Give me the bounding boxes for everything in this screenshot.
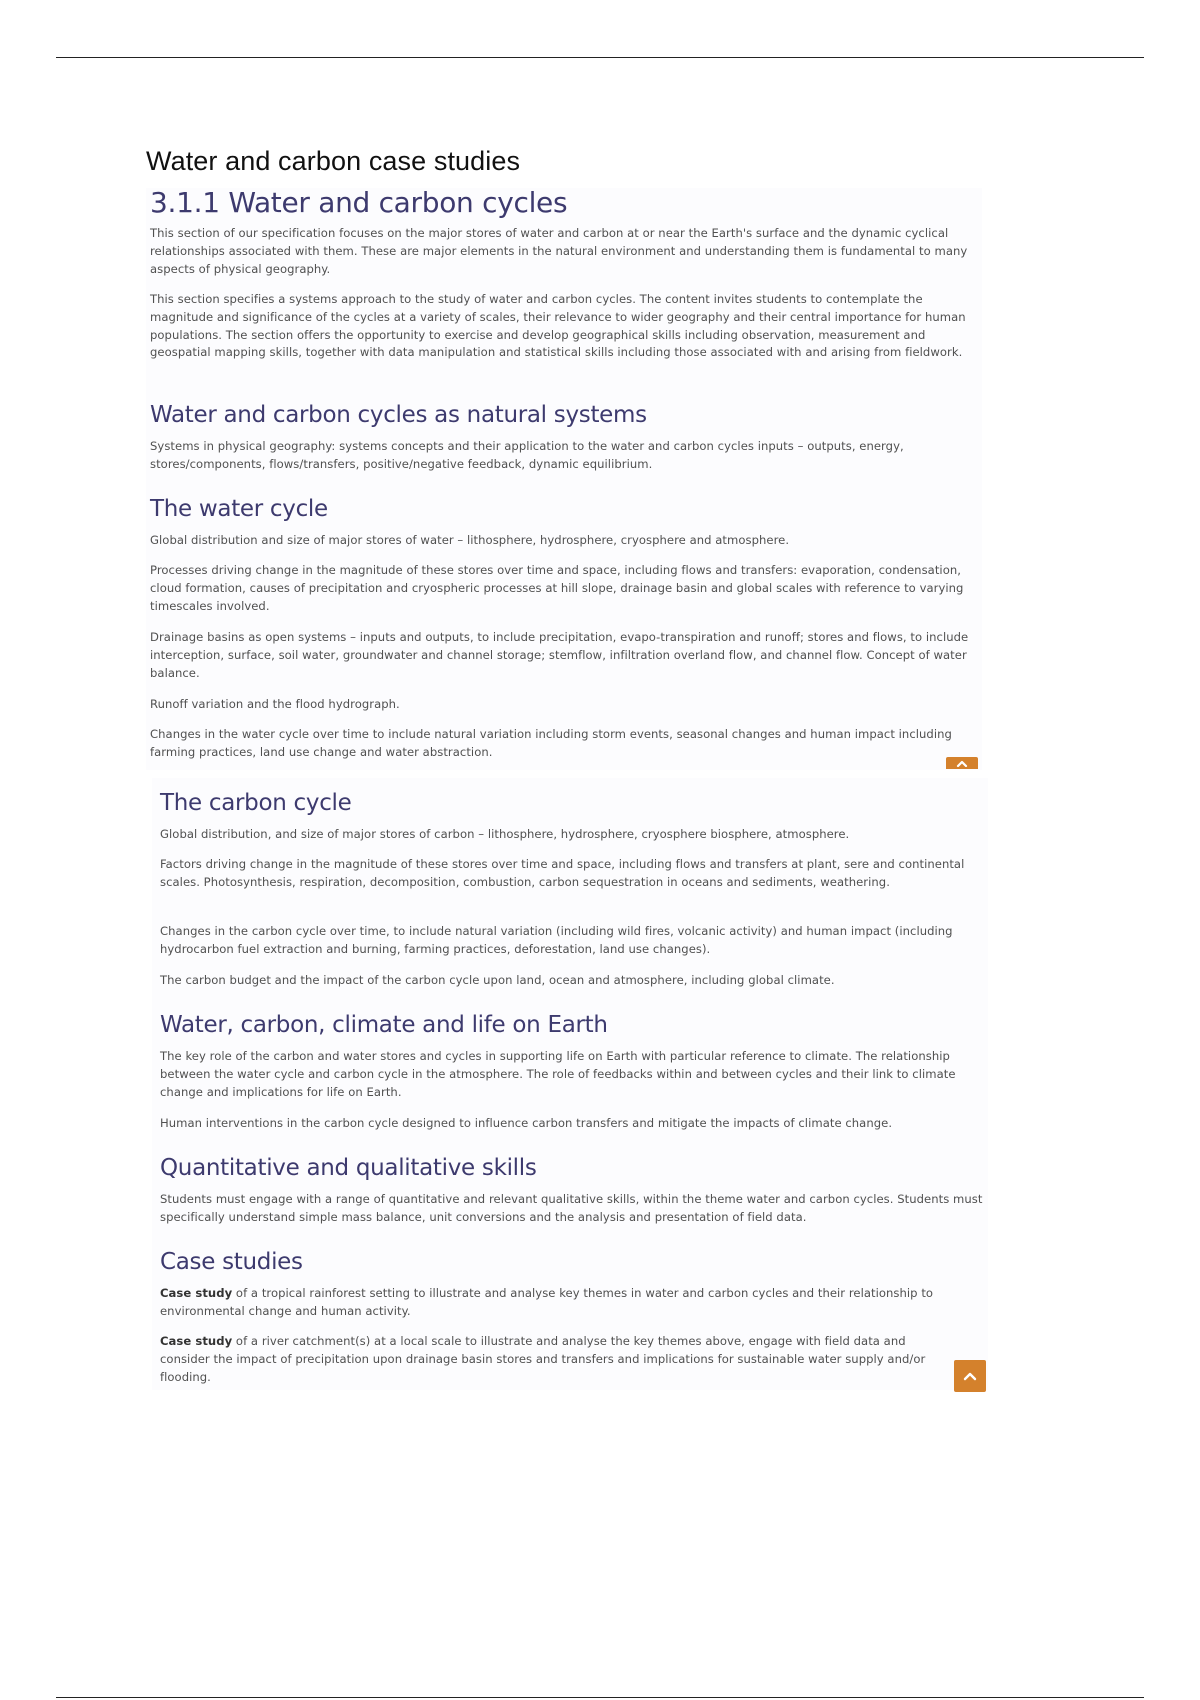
subheading-water-cycle: The water cycle xyxy=(150,496,328,522)
case-study-label: Case study xyxy=(160,1286,233,1300)
body-paragraph: Students must engage with a range of quantitative and relevant qualitative skills, within the theme water and carbon cycles. Students must specifically understand simple mass balance, unit conversions and the analysis and presentation of field data. xyxy=(160,1192,983,1224)
body-paragraph: Global distribution, and size of major stores of carbon – lithosphere, hydrosphere, cryosphere biosphere, atmosphere. xyxy=(160,827,850,841)
subheading-natural-systems: Water and carbon cycles as natural systems xyxy=(150,402,647,428)
bottom-rule xyxy=(56,1697,1144,1698)
subheading-skills: Quantitative and qualitative skills xyxy=(160,1155,537,1181)
subheading-climate-life: Water, carbon, climate and life on Earth xyxy=(160,1012,608,1038)
intro-paragraph: This section of our specification focuses on the major stores of water and carbon at or near the Earth's surface and the dynamic cyclical relationships associated with them. These are major elements in the natural environment and understanding them is fundamental to many aspects of physical geography. xyxy=(150,226,968,276)
page-title: Water and carbon case studies xyxy=(146,146,521,176)
body-paragraph: Changes in the carbon cycle over time, to include natural variation (including wild fires, volcanic activity) and human impact (including hydrocarbon fuel extraction and burning, farming practices, deforestation, land use changes). xyxy=(160,924,953,956)
back-to-top-button[interactable] xyxy=(954,1360,986,1392)
body-paragraph: Factors driving change in the magnitude of these stores over time and space, including flows and transfers at plant, sere and continental scales. Photosynthesis, respiration, decomposition, combustion, carbon sequestration in oceans and sediments, weathering. xyxy=(160,857,965,889)
body-paragraph: Systems in physical geography: systems concepts and their application to the water and carbon cycles inputs – outputs, energy, stores/components, flows/transfers, positive/negative feedback, dynamic equilibrium. xyxy=(150,439,904,471)
body-paragraph: Changes in the water cycle over time to include natural variation including storm events, seasonal changes and human impact including farming practices, land use change and water abstraction. xyxy=(150,727,952,759)
case-study-text: of a river catchment(s) at a local scale to illustrate and analyse the key themes above, engage with field data and consider the impact of precipitation upon drainage basin stores and transfers and implications for sustainable water supply and/or flooding. xyxy=(160,1334,926,1384)
body-paragraph: Runoff variation and the flood hydrograph. xyxy=(150,697,400,711)
body-paragraph: Human interventions in the carbon cycle designed to influence carbon transfers and mitigate the impacts of climate change. xyxy=(160,1116,893,1130)
back-to-top-button[interactable] xyxy=(946,757,978,769)
top-rule xyxy=(56,57,1144,58)
chevron-up-icon xyxy=(955,757,969,767)
subheading-carbon-cycle: The carbon cycle xyxy=(160,790,352,816)
intro-paragraph: This section specifies a systems approach to the study of water and carbon cycles. The content invites students to contemplate the magnitude and significance of the cycles at a variety of scales, their relevance to wider geography and their central importance for human populations. The section offers the opportunity to exercise and develop geographical skills including observation, measurement and geospatial mapping skills, together with data manipulation and statistical skills including those associated with and arising from fieldwork. xyxy=(150,292,966,360)
case-study-text: of a tropical rainforest setting to illustrate and analyse key themes in water and carbon cycles and their relationship to environmental change and human activity. xyxy=(160,1286,934,1318)
body-paragraph: Drainage basins as open systems – inputs and outputs, to include precipitation, evapo-transpiration and runoff; stores and flows, to include interception, surface, soil water, groundwater and channel storage; stemflow, infiltration overland flow, and channel flow. Concept of water balance. xyxy=(150,630,969,680)
case-study-item xyxy=(160,1285,994,1321)
case-study-item xyxy=(160,1333,950,1386)
subheading-case-studies: Case studies xyxy=(160,1249,303,1275)
case-study-label: Case study xyxy=(160,1334,233,1348)
body-paragraph: The key role of the carbon and water stores and cycles in supporting life on Earth with particular reference to climate. The relationship between the water cycle and carbon cycle in the atmosphere. The role of feedbacks within and between cycles and their link to climate change and implications for life on Earth. xyxy=(160,1049,956,1099)
section-heading-water-carbon-cycles: 3.1.1 Water and carbon cycles xyxy=(150,186,568,219)
body-paragraph: The carbon budget and the impact of the carbon cycle upon land, ocean and atmosphere, including global climate. xyxy=(160,973,835,987)
body-paragraph: Processes driving change in the magnitude of these stores over time and space, including flows and transfers: evaporation, condensation, cloud formation, causes of precipitation and cryospheric processes at hill slope, drainage basin and global scales with reference to varying timescales involved. xyxy=(150,563,964,613)
body-paragraph: Global distribution and size of major stores of water – lithosphere, hydrosphere, cryosphere and atmosphere. xyxy=(150,533,790,547)
chevron-up-icon xyxy=(962,1370,978,1382)
